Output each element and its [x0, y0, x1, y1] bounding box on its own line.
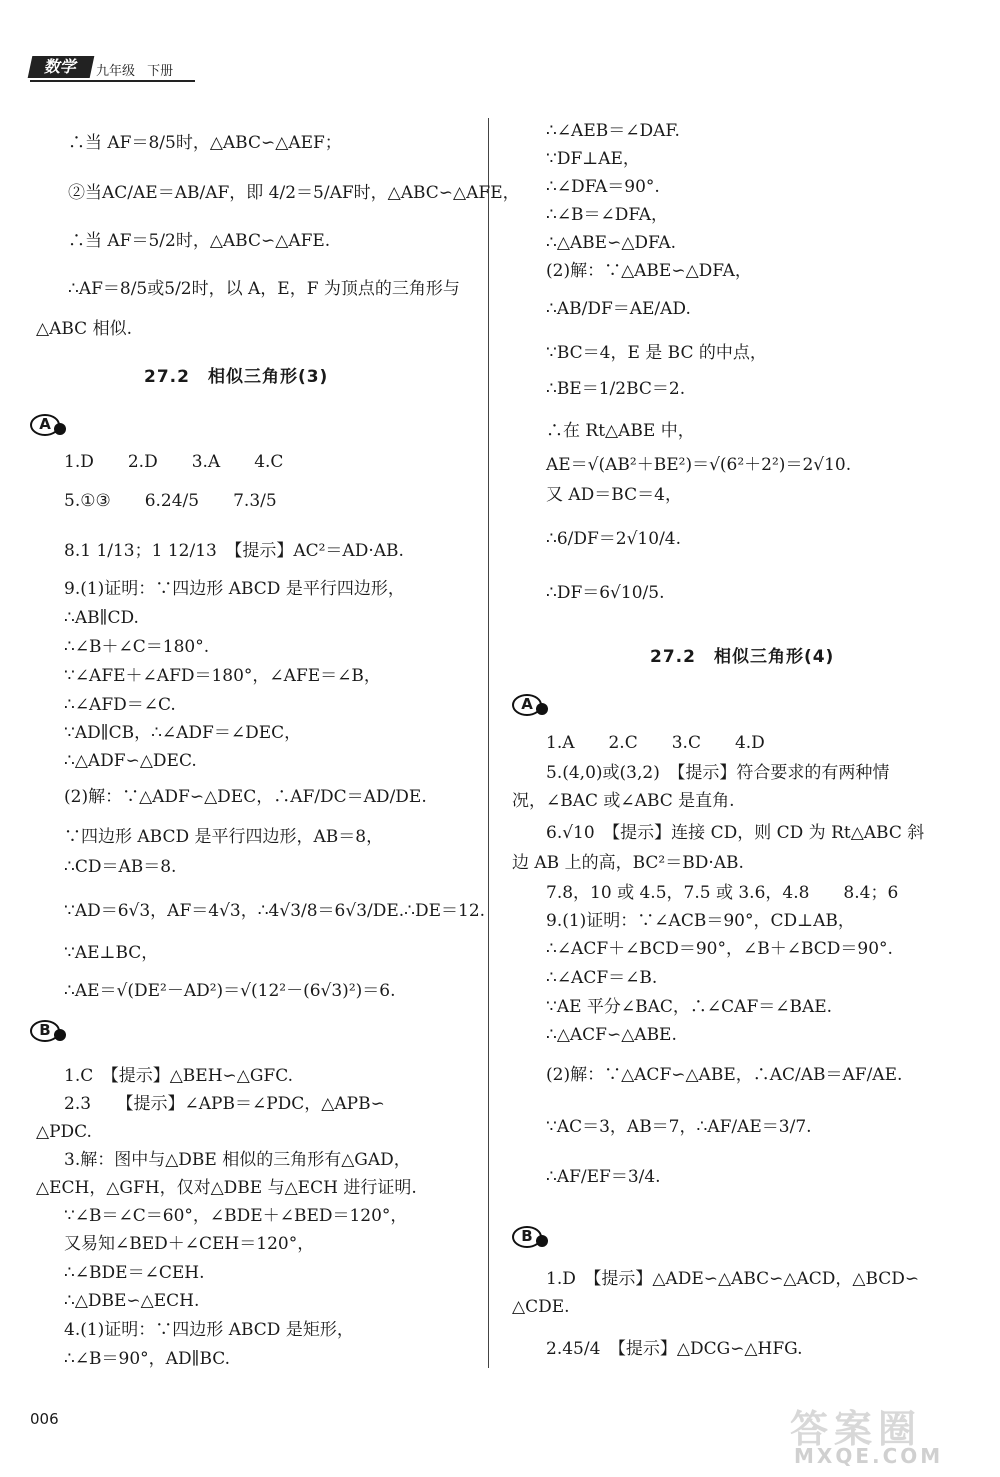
- text-line: ∴AB/DF＝AE/AD.: [546, 299, 691, 319]
- text-line: 7.8，10 或 4.5，7.5 或 3.6，4.8 8.4；6: [546, 883, 899, 903]
- text-line: ∵DF⊥AE，: [546, 149, 640, 169]
- text-line: (2)解：∵△ABE∽△DFA，: [546, 261, 752, 281]
- text-line: 又 AD＝BC＝4，: [546, 485, 682, 505]
- text-line: (2)解：∵△ACF∽△ABE，∴AC/AB＝AF/AE.: [546, 1065, 903, 1085]
- watermark-url: MXQE.COM: [794, 1444, 944, 1468]
- text-line: ∴∠DFA＝90°.: [546, 177, 660, 197]
- text-line: 9.(1)证明：∵∠ACB＝90°，CD⊥AB，: [546, 911, 855, 931]
- text-line: ∴△ADF∽△DEC.: [64, 751, 197, 771]
- text-line: 5.①③ 6.24/5 7.3/5: [64, 491, 277, 511]
- grade-text: 九年级: [96, 64, 136, 79]
- text-line: ∴当 AF＝5/2时，△ABC∽△AFE.: [68, 231, 331, 251]
- watermark-text: 答案圈: [790, 1407, 923, 1451]
- section-title-3: 27.2 相似三角形(3): [144, 367, 329, 387]
- text-line: △CDE.: [512, 1297, 570, 1317]
- level-a-badge: [30, 414, 64, 436]
- text-line: ∴AE＝√(DE²－AD²)＝√(12²－(6√3)²)＝6.: [64, 981, 396, 1001]
- text-line: ∴△ABE∽△DFA.: [546, 233, 677, 253]
- text-line: △PDC.: [36, 1122, 92, 1142]
- badge-dot-icon: [54, 423, 66, 435]
- text-line: △ABC 相似.: [36, 319, 132, 339]
- badge-letter: A: [512, 694, 542, 716]
- text-line: ∴在 Rt△ABE 中，: [546, 421, 695, 441]
- text-line: 8.1 1/13；1 12/13 【提示】AC²＝AD·AB.: [64, 541, 404, 561]
- text-line: 9.(1)证明：∵四边形 ABCD 是平行四边形，: [64, 579, 405, 599]
- text-line: ∵AD＝6√3，AF＝4√3，∴4√3/8＝6√3/DE.∴DE＝12.: [64, 901, 486, 921]
- section-title-4: 27.2 相似三角形(4): [650, 647, 835, 667]
- level-b-badge: [512, 1226, 546, 1248]
- text-line: ∴当 AF＝8/5时，△ABC∽△AEF；: [68, 133, 342, 153]
- text-line: ∴∠B＝90°，AD∥BC.: [64, 1349, 231, 1369]
- text-line: ②当AC/AE＝AB/AF，即 4/2＝5/AF时，△ABC∽△AFE，: [68, 183, 520, 203]
- text-line: ∴AF＝8/5或5/2时，以 A，E，F 为顶点的三角形与: [68, 279, 460, 299]
- text-line: ∵BC＝4，E 是 BC 的中点，: [546, 343, 767, 363]
- text-line: ∵∠B＝∠C＝60°，∠BDE＋∠BED＝120°，: [64, 1206, 408, 1226]
- text-line: ∴∠ACF＋∠BCD＝90°，∠B＋∠BCD＝90°.: [546, 939, 893, 959]
- text-line: ∴6/DF＝2√10/4.: [546, 529, 682, 549]
- text-line: 1.D 【提示】△ADE∽△ABC∽△ACD，△BCD∽: [546, 1269, 920, 1289]
- text-line: ∵四边形 ABCD 是平行四边形，AB＝8，: [64, 827, 384, 847]
- text-line: 4.(1)证明：∵四边形 ABCD 是矩形，: [64, 1320, 354, 1340]
- text-line: 5.(4,0)或(3,2) 【提示】符合要求的有两种情: [546, 763, 890, 783]
- header-rule: [30, 80, 195, 82]
- badge-dot-icon: [536, 1235, 548, 1247]
- text-line: ∴BE＝1/2BC＝2.: [546, 379, 686, 399]
- text-line: ∴∠B＋∠C＝180°.: [64, 637, 210, 657]
- badge-letter: B: [30, 1020, 60, 1042]
- text-line: ∴∠AEB＝∠DAF.: [546, 121, 680, 141]
- badge-dot-icon: [54, 1029, 66, 1041]
- text-line: 3.解：图中与△DBE 相似的三角形有△GAD，: [64, 1150, 411, 1170]
- column-divider: [488, 118, 489, 1368]
- text-line: 1.A 2.C 3.C 4.D: [546, 733, 765, 753]
- text-line: ∴AB∥CD.: [64, 608, 139, 628]
- text-line: (2)解：∵△ADF∽△DEC，∴AF/DC＝AD/DE.: [64, 787, 427, 807]
- text-line: ∴AF/EF＝3/4.: [546, 1167, 661, 1187]
- badge-letter: A: [30, 414, 60, 436]
- text-line: ∴CD＝AB＝8.: [64, 857, 177, 877]
- text-line: ∴△DBE∽△ECH.: [64, 1291, 200, 1311]
- badge-dot-icon: [536, 703, 548, 715]
- page-number: 006: [30, 1410, 59, 1428]
- subject-badge: 数学: [28, 56, 95, 78]
- text-line: 况，∠BAC 或∠ABC 是直角.: [512, 791, 735, 811]
- text-line: AE＝√(AB²＋BE²)＝√(6²＋2²)＝2√10.: [546, 455, 852, 475]
- text-line: 1.C 【提示】△BEH∽△GFC.: [64, 1066, 294, 1086]
- text-line: 1.D 2.D 3.A 4.C: [64, 452, 284, 472]
- watermark: [782, 1398, 978, 1470]
- text-line: ∵AE⊥BC，: [64, 943, 159, 963]
- grade-label: [96, 60, 181, 79]
- text-line: ∵AC＝3，AB＝7，∴AF/AE＝3/7.: [546, 1117, 812, 1137]
- volume-text: 下册: [147, 64, 174, 79]
- text-line: ∴△ACF∽△ABE.: [546, 1025, 677, 1045]
- text-line: 边 AB 上的高，BC²＝BD·AB.: [512, 853, 744, 873]
- text-line: 2.3 【提示】∠APB＝∠PDC，△APB∽: [64, 1094, 385, 1114]
- text-line: 又易知∠BED＋∠CEH＝120°，: [64, 1234, 315, 1254]
- level-b-badge: [30, 1020, 64, 1042]
- text-line: △ECH，△GFH，仅对△DBE 与△ECH 进行证明.: [36, 1178, 417, 1198]
- level-a-badge: [512, 694, 546, 716]
- text-line: ∴∠B＝∠DFA，: [546, 205, 669, 225]
- text-line: ∵AD∥CB，∴∠ADF＝∠DEC，: [64, 723, 302, 743]
- badge-letter: B: [512, 1226, 542, 1248]
- text-line: 6.√10 【提示】连接 CD，则 CD 为 Rt△ABC 斜: [546, 823, 925, 843]
- text-line: ∴∠BDE＝∠CEH.: [64, 1263, 205, 1283]
- text-line: ∵AE 平分∠BAC，∴∠CAF＝∠BAE.: [546, 997, 833, 1017]
- text-line: ∴∠AFD＝∠C.: [64, 695, 176, 715]
- text-line: ∴∠ACF＝∠B.: [546, 968, 658, 988]
- text-line: ∵∠AFE＋∠AFD＝180°，∠AFE＝∠B，: [64, 666, 381, 686]
- text-line: ∴DF＝6√10/5.: [546, 583, 665, 603]
- text-line: 2.45/4 【提示】△DCG∽△HFG.: [546, 1339, 803, 1359]
